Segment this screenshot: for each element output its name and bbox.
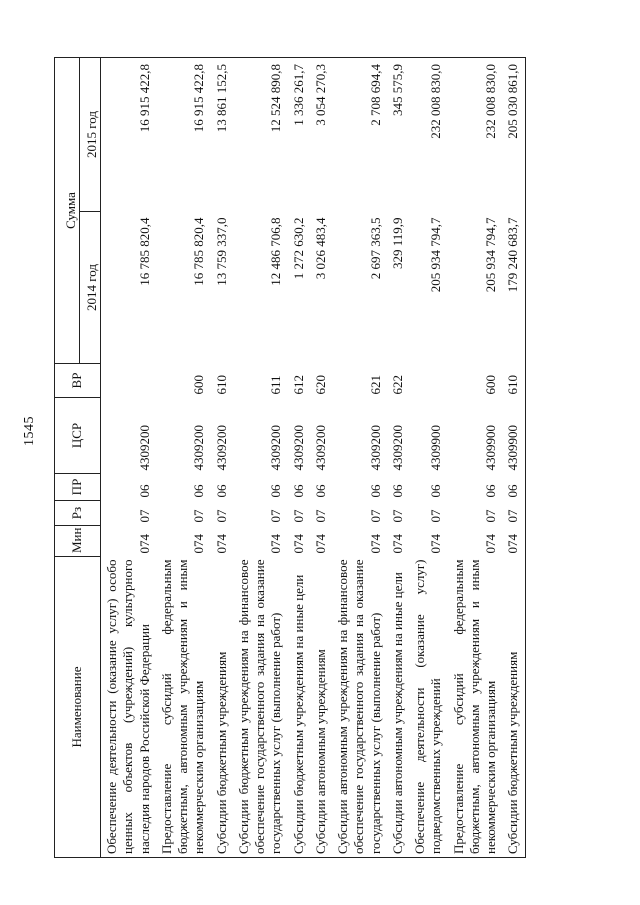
cell-pr: 06	[213, 484, 229, 498]
cell-csr: 4309200	[191, 425, 207, 471]
header-2014: 2014 год	[80, 212, 101, 364]
cell-min: 074	[191, 534, 207, 554]
cell-y2015: 345 575,9	[387, 58, 409, 212]
cell-y2014: 13 759 337,0	[213, 217, 229, 286]
table-row	[448, 58, 503, 858]
cell-csr: 4309900	[483, 425, 498, 471]
cell-y2015: 1 336 261,7	[288, 58, 310, 212]
cell-y2015: 2 708 694,4	[332, 58, 387, 212]
cell-rz: 07	[483, 509, 498, 523]
cell-pr: 06	[389, 484, 405, 498]
cell-pr: 06	[191, 484, 207, 498]
cell-min: 074	[483, 534, 498, 554]
header-name: Наименование	[55, 557, 101, 858]
cell-csr: 4309200	[367, 425, 383, 471]
cell-vr: 612	[290, 375, 306, 395]
table-row	[211, 58, 233, 858]
cell-name: Субсидии автономным учреждениям на иные цели	[387, 557, 409, 858]
cell-name: Субсидии бюджетным учреждениям	[211, 557, 233, 858]
cell-name: Субсидии бюджетным учреждениям на финансовое обеспечение государственного задания на оказание государственных услуг (выполнение работ)	[233, 557, 288, 858]
cell-y2014: 3 026 483,4	[312, 217, 328, 280]
cell-csr: 4309900	[502, 398, 525, 474]
budget-table	[54, 57, 526, 858]
cell-y2015: 232 008 830,0	[409, 58, 448, 212]
cell-y2015: 16 915 422,8	[101, 58, 156, 212]
cell-vr	[409, 364, 448, 398]
cell-csr: 4309200	[290, 425, 306, 471]
cell-min: 074	[290, 534, 306, 554]
cell-name: Предоставление субсидий федеральным бюджетным, автономным учреждениям и иным некоммерческим организациям	[156, 557, 211, 858]
cell-rz: 07	[312, 509, 328, 523]
cell-pr: 06	[312, 484, 328, 498]
table-row	[332, 58, 387, 858]
cell-rz: 07	[213, 509, 229, 523]
page-number: 1545	[22, 416, 37, 446]
cell-y2015: 13 861 152,5	[211, 58, 233, 212]
cell-y2015: 16 915 422,8	[156, 58, 211, 212]
cell-name: Субсидии бюджетным учреждениям	[502, 557, 525, 858]
header-csr: ЦСР	[55, 398, 101, 474]
header-2015: 2015 год	[80, 58, 101, 212]
header-min: Мин	[55, 526, 101, 557]
cell-y2014: 205 934 794,7	[428, 217, 444, 293]
cell-name: Обеспечение деятельности (оказание услуг) особо ценных объектов (учреждений) культурного наследия народов Российской Федерации	[101, 557, 156, 858]
cell-name: Предоставление субсидий федеральным бюджетным, автономным учреждениям и иным некоммерческим организациям	[448, 557, 503, 858]
cell-csr: 4309900	[428, 425, 444, 471]
cell-vr: 600	[191, 375, 207, 395]
cell-vr: 611	[268, 375, 284, 395]
cell-csr: 4309200	[213, 425, 229, 471]
cell-pr: 06	[428, 484, 444, 498]
cell-vr: 621	[367, 375, 383, 395]
cell-min: 074	[268, 534, 284, 554]
cell-pr: 06	[268, 484, 284, 498]
table-row	[409, 58, 448, 858]
table-row	[288, 58, 310, 858]
header-pr: ПР	[55, 474, 101, 501]
cell-y2014: 179 240 683,7	[502, 212, 525, 364]
cell-y2014: 12 486 706,8	[268, 217, 284, 286]
cell-y2014: 16 785 820,4	[191, 217, 207, 286]
header-vr: ВР	[55, 364, 101, 398]
table-row	[502, 58, 525, 858]
table-body	[101, 58, 526, 858]
cell-vr: 610	[502, 364, 525, 398]
cell-name: Субсидии автономным учреждениям	[310, 557, 332, 858]
cell-min: 074	[367, 534, 383, 554]
cell-min: 074	[136, 534, 152, 554]
table-row	[156, 58, 211, 858]
cell-pr: 06	[367, 484, 383, 498]
cell-rz: 07	[268, 509, 284, 523]
cell-y2014: 329 119,9	[389, 217, 405, 270]
cell-csr: 4309200	[389, 425, 405, 471]
cell-rz: 07	[136, 509, 152, 523]
table-row	[233, 58, 288, 858]
cell-name: Обеспечение деятельности (оказание услуг) подведомственных учреждений	[409, 557, 448, 858]
cell-pr: 06	[483, 484, 498, 498]
cell-vr	[101, 364, 156, 398]
cell-y2015: 232 008 830,0	[448, 58, 503, 212]
cell-rz: 07	[290, 509, 306, 523]
cell-y2014: 2 697 363,5	[367, 217, 383, 280]
budget-table-container	[54, 58, 599, 858]
table-row	[101, 58, 156, 858]
cell-name: Субсидии бюджетным учреждениям на иные цели	[288, 557, 310, 858]
cell-name: Субсидии автономным учреждениям на финансовое обеспечение государственного задания на оказание государственных услуг (выполнение работ)	[332, 557, 387, 858]
cell-rz: 07	[428, 509, 444, 523]
cell-vr: 622	[389, 375, 405, 395]
cell-vr: 620	[312, 375, 328, 395]
table-header	[55, 58, 101, 858]
cell-vr: 600	[483, 375, 498, 395]
cell-csr: 4309200	[136, 425, 152, 471]
cell-rz: 07	[367, 509, 383, 523]
cell-y2014: 1 272 630,2	[290, 217, 306, 280]
cell-y2015: 12 524 890,8	[233, 58, 288, 212]
table-row	[310, 58, 332, 858]
cell-pr: 06	[136, 484, 152, 498]
cell-min: 074	[389, 534, 405, 554]
cell-rz: 07	[502, 501, 525, 526]
cell-csr: 4309200	[312, 425, 328, 471]
cell-min: 074	[213, 534, 229, 554]
cell-y2015: 205 030 861,0	[502, 58, 525, 212]
cell-min: 074	[502, 526, 525, 557]
cell-min: 074	[312, 534, 328, 554]
cell-rz: 07	[389, 509, 405, 523]
header-sum: Сумма	[55, 58, 80, 364]
header-rz: Рз	[55, 501, 101, 526]
cell-y2015: 3 054 270,3	[310, 58, 332, 212]
cell-rz: 07	[191, 509, 207, 523]
cell-pr: 06	[290, 484, 306, 498]
cell-y2014: 205 934 794,7	[483, 217, 498, 293]
cell-vr: 610	[213, 375, 229, 395]
cell-csr: 4309200	[268, 425, 284, 471]
cell-y2014: 16 785 820,4	[136, 217, 152, 286]
table-row	[387, 58, 409, 858]
cell-pr: 06	[502, 474, 525, 501]
cell-min: 074	[428, 534, 444, 554]
